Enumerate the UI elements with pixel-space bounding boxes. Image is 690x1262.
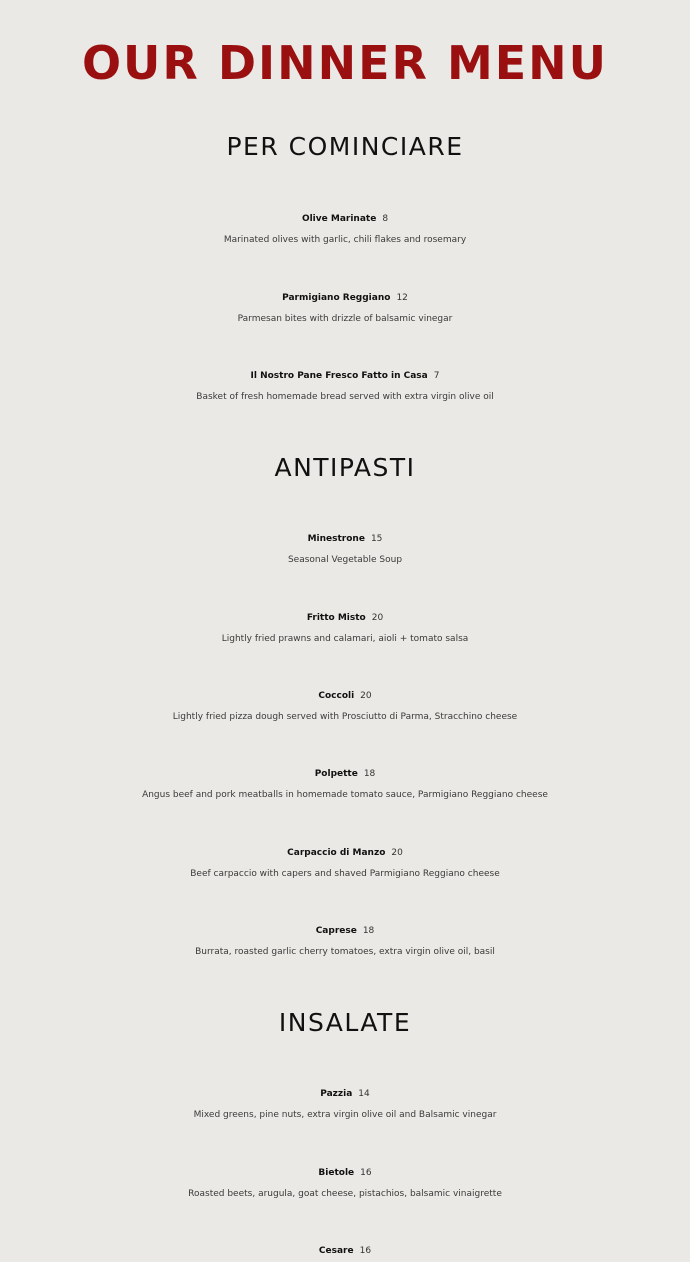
item-price: 15 [370,534,383,544]
item-name: Olive Marinate [301,214,377,224]
item-description: Seasonal Vegetable Soup [287,555,403,565]
menu-item [0,530,690,569]
item-price: 20 [371,613,384,623]
item-price: 7 [433,371,440,381]
item-price: 16 [360,1168,372,1178]
item-name: Minestrone [307,534,365,544]
item-description: Marinated olives with garlic, chili flakes and rosemary [223,235,467,245]
item-name: Carpaccio di Manzo [287,848,386,858]
item-price: 20 [391,848,403,858]
menu-item [0,1164,690,1203]
item-name: Il Nostro Pane Fresco Fatto in Casa [250,371,428,381]
item-price: 8 [382,214,389,224]
item-name: Cesare [318,1246,354,1256]
item-name: Polpette [314,769,358,779]
section-heading-per-cominciare: PER COMINCIARE [226,132,464,161]
item-description: Parmesan bites with drizzle of balsamic vinegar [237,314,453,324]
item-description: Burrata, roasted garlic cherry tomatoes, extra virgin olive oil, basil [195,947,495,957]
menu-item [0,844,690,883]
item-name: Fritto Misto [306,613,366,623]
item-name: Caprese [315,926,357,936]
menu-item [0,1085,690,1124]
item-price: 12 [396,293,408,303]
item-description: Roasted beets, arugula, goat cheese, pistachios, balsamic vinaigrette [188,1189,502,1199]
item-price: 18 [363,769,376,779]
section-heading-antipasti: ANTIPASTI [274,453,416,482]
menu-item [0,289,690,328]
item-price: 18 [362,926,375,936]
section-heading-insalate: INSALATE [278,1008,412,1037]
item-description: Mixed greens, pine nuts, extra virgin olive oil and Balsamic vinegar [193,1110,497,1120]
item-price: 20 [360,691,372,701]
item-name: Bietole [318,1168,355,1178]
item-price: 16 [359,1246,372,1256]
menu-item [0,210,690,249]
item-price: 14 [358,1089,370,1099]
menu-item [0,609,690,648]
item-description: Basket of fresh homemade bread served with extra virgin olive oil [196,392,494,402]
menu-item [0,1242,690,1260]
item-name: Parmigiano Reggiano [282,293,391,303]
menu-item [0,687,690,726]
menu-item [0,765,690,804]
item-name: Coccoli [318,691,355,701]
menu-item [0,367,690,406]
item-description: Beef carpaccio with capers and shaved Parmigiano Reggiano cheese [190,869,500,879]
item-description: Lightly fried pizza dough served with Prosciutto di Parma, Stracchino cheese [172,712,518,722]
menu-title: OUR DINNER MENU [81,36,609,90]
menu-item [0,922,690,961]
item-description: Lightly fried prawns and calamari, aioli + tomato salsa [221,634,469,644]
item-description: Angus beef and pork meatballs in homemade tomato sauce, Parmigiano Reggiano cheese [142,790,548,800]
item-name: Pazzia [320,1089,353,1099]
